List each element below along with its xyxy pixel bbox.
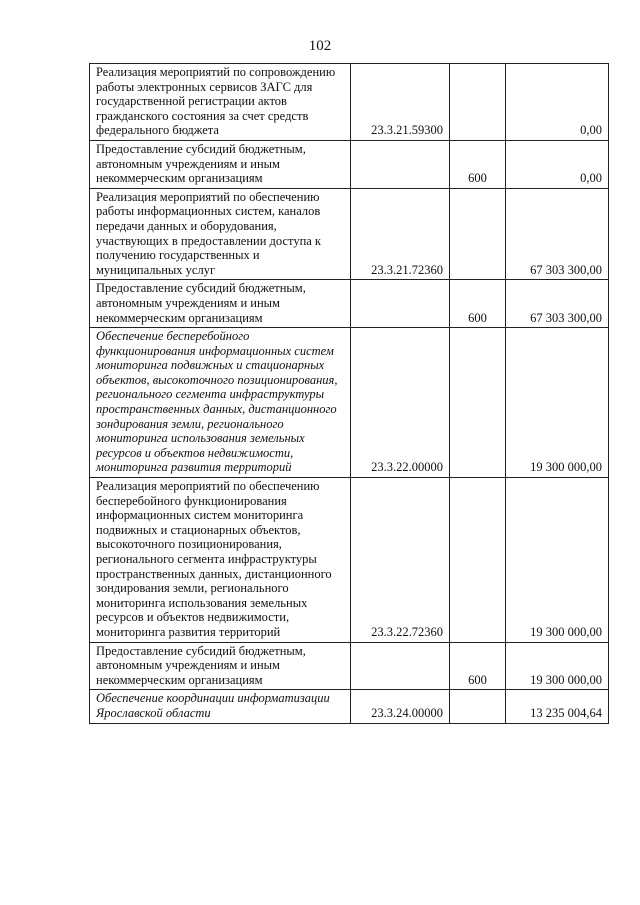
table-row [90, 328, 609, 478]
row-code: 23.3.22.00000 [351, 328, 450, 478]
row-code [351, 280, 450, 328]
row-code: 23.3.21.72360 [351, 188, 450, 280]
row-amount: 19 300 000,00 [506, 642, 609, 690]
table-row [90, 188, 609, 280]
row-amount: 0,00 [506, 140, 609, 188]
page-number: 102 [308, 38, 332, 54]
row-expense-type: 600 [450, 280, 506, 328]
row-name: Обеспечение бесперебойного функционирования информационных систем мониторинга подвижных и стационарных объектов, высокоточного позиционирования, регионального сегмента инфраструктуры пространственных данных, дистанционного зондирования земли, регионального мониторинга использования земельных ресурсов и объектов недвижимости, мониторинга развития территорий [90, 328, 351, 478]
table-row [90, 64, 609, 141]
row-name: Реализация мероприятий по сопровождению работы электронных сервисов ЗАГС для государственной регистрации актов гражданского состояния за счет средств федерального бюджета [90, 64, 351, 141]
row-expense-type [450, 690, 506, 723]
row-amount: 19 300 000,00 [506, 328, 609, 478]
row-amount: 13 235 004,64 [506, 690, 609, 723]
row-expense-type [450, 188, 506, 280]
row-code [351, 642, 450, 690]
row-code [351, 140, 450, 188]
row-code: 23.3.21.59300 [351, 64, 450, 141]
table-row [90, 140, 609, 188]
row-name: Обеспечение координации информатизации Ярославской области [90, 690, 351, 723]
row-name: Предоставление субсидий бюджетным, автономным учреждениям и иным некоммерческим организациям [90, 140, 351, 188]
row-name: Реализация мероприятий по обеспечению бесперебойного функционирования информационных систем мониторинга подвижных и стационарных объектов, высокоточного позиционирования, регионального сегмента инфраструктуры пространственных данных, дистанционного зондирования земли, регионального мониторинга использования земельных ресурсов и объектов недвижимости, мониторинга развития территорий [90, 478, 351, 643]
row-expense-type [450, 64, 506, 141]
table-row [90, 478, 609, 643]
row-amount: 67 303 300,00 [506, 280, 609, 328]
row-expense-type [450, 328, 506, 478]
row-expense-type: 600 [450, 642, 506, 690]
row-name: Предоставление субсидий бюджетным, автономным учреждениям и иным некоммерческим организациям [90, 280, 351, 328]
budget-table [89, 63, 609, 724]
row-amount: 19 300 000,00 [506, 478, 609, 643]
row-amount: 67 303 300,00 [506, 188, 609, 280]
row-name: Предоставление субсидий бюджетным, автономным учреждениям и иным некоммерческим организациям [90, 642, 351, 690]
table-row [90, 280, 609, 328]
table-row [90, 690, 609, 723]
row-amount: 0,00 [506, 64, 609, 141]
budget-table-body [90, 64, 609, 724]
row-code: 23.3.22.72360 [351, 478, 450, 643]
table-row [90, 642, 609, 690]
row-expense-type: 600 [450, 140, 506, 188]
row-expense-type [450, 478, 506, 643]
row-name: Реализация мероприятий по обеспечению работы информационных систем, каналов передачи данных и оборудования, участвующих в предоставлении доступа к получению государственных и муниципальных услуг [90, 188, 351, 280]
row-code: 23.3.24.00000 [351, 690, 450, 723]
